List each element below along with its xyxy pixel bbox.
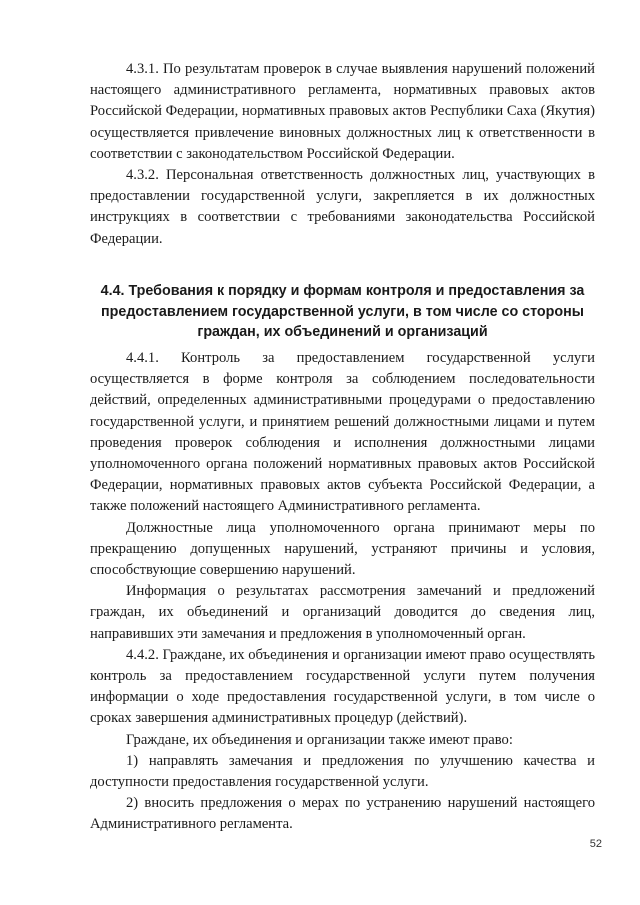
list-item-2: 2) вносить предложения о мерах по устранению нарушений настоящего Административного регламента. (90, 795, 595, 833)
paragraph-rights-intro: Граждане, их объединения и организации также имеют право: (126, 731, 513, 748)
paragraph-4-3-1: 4.3.1. По результатам проверок в случае выявления нарушений положений настоящего административного регламента, нормативных правовых актов Российской Федерации, нормативных правовых актов Республики Саха (Якутия) осуществляется привлечение виновных должностных лиц к ответственности в соответствии с законодательством Российской Федерации. (90, 61, 595, 162)
page-number: 52 (589, 838, 602, 850)
top-text-block (90, 59, 595, 250)
paragraph-4-3-2: 4.3.2. Персональная ответственность должностных лиц, участвующих в предоставлении государственной услуги, закрепляется в их должностных инструкциях в соответствии с требованиями законодательства Российской Федерации. (90, 167, 595, 247)
paragraph-information: Информация о результатах рассмотрения замечаний и предложений граждан, их объединений и организаций доводится до сведения лиц, направивших эти замечания и предложения в уполномоченный орган. (90, 583, 595, 642)
paragraph-4-4-1: 4.4.1. Контроль за предоставлением государственной услуги осуществляется в форме контроля за соблюдением последовательности действий, определенных административными процедурами о предоставлению государственной услуги, и принятием решений должностными лицами и путем проведения проверок соблюдения и исполнения должностными лицами уполномоченного органа положений нормативных правовых актов Российской Федерации, нормативных правовых актов субъекта Российской Федерации, а также положений настоящего Административного регламента. (90, 350, 595, 515)
list-item-1: 1) направлять замечания и предложения по улучшению качества и доступности предоставления государственной услуги. (90, 752, 595, 791)
section-heading: 4.4. Требования к порядку и формам контроля и предоставления за предоставлением государственной услуги, в том числе со стороны граждан, их объединений и организаций (100, 283, 585, 341)
paragraph-4-4-2: 4.4.2. Граждане, их объединения и организации имеют право осуществлять контроль за предоставлением государственной услуги путем получения информации о ходе предоставления государственной услуги, в том числе о сроках завершения административных процедур (действий). (90, 646, 595, 727)
main-text-block (90, 348, 595, 836)
paragraph-measures: Должностные лица уполномоченного органа принимают меры по прекращению допущенных нарушений, устраняют причины и условия, способствующие совершению нарушений. (90, 519, 595, 579)
